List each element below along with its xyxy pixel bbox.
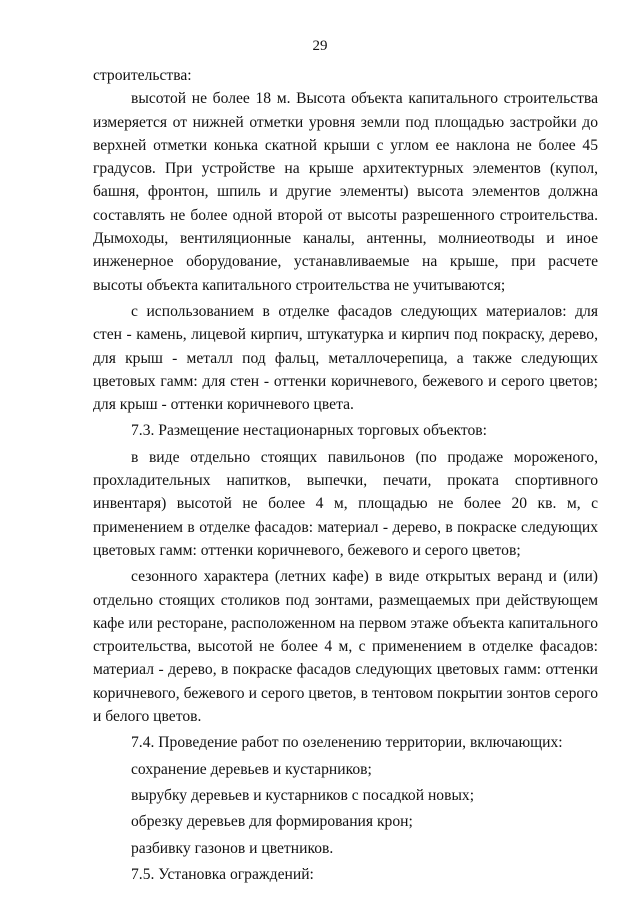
section-heading-7-5: 7.5. Установка ограждений: <box>131 865 314 883</box>
paragraph-pavilions: в виде отдельно стоящих павильонов (по продаже мороженого, прохладительных напитков, выпечки, печати, проката спортивного инвентаря) высотой не более 4 м, площадью не более 20 кв. м, с применением в отделке фасадов: материал - дерево, в покраске следующих цветовых гамм: оттенки коричневого, бежевого и серого цветов; <box>93 448 598 559</box>
list-item-cut-and-replant: вырубку деревьев и кустарников с посадкой новых; <box>131 786 475 804</box>
section-heading-7-4: 7.4. Проведение работ по озеленению территории, включающих: <box>131 734 563 752</box>
paragraph-continuation: строительства: <box>93 67 192 84</box>
list-item-lawns-flowerbeds: разбивку газонов и цветников. <box>131 839 334 857</box>
paragraph-seasonal-cafes: сезонного характера (летних кафе) в виде открытых веранд и (или) отдельно стоящих столиков под зонтами, размещаемых при действующем кафе или ресторане, расположенном на первом этаже объекта капитального строительства, высотой не более 4 м, с применением в отделке фасадов: материал - дерево, в покраске фасадов следующих цветовых гамм: оттенки коричневого, бежевого и серого цветов, в тентовом покрытии зонтов серого и белого цветов. <box>93 568 598 726</box>
list-item-crown-pruning: обрезку деревьев для формирования крон; <box>131 813 413 831</box>
paragraph-height-requirements: высотой не более 18 м. Высота объекта капитального строительства измеряется от нижней отметки уровня земли под площадью застройки до верхней отметки конька скатной крыши с углом ее наклона не более 45 градусов. При устройстве на крыше архитектурных элементов (купол, башня, фронтон, шпиль и другие элементы) высота элементов должна составлять не более одной второй от высоты разрешенного строительства. Дымоходы, вентиляционные каналы, антенны, молниеотводы и иное инженерное оборудование, устанавливаемые на крыше, при расчете высоты объекта капитального строительства не учитываются; <box>93 90 598 294</box>
paragraph-facade-materials: с использованием в отделке фасадов следующих материалов: для стен - камень, лицевой кирпич, штукатурка и кирпич под покраску, дерево, для крыш - металл под фальц, металлочерепица, а также следующих цветовых гамм: для стен - оттенки коричневого, бежевого и серого цветов; для крыш - оттенки коричневого цвета. <box>93 302 598 414</box>
list-item-preserve-trees: сохранение деревьев и кустарников; <box>131 760 372 778</box>
document-body <box>93 64 598 886</box>
section-heading-7-3: 7.3. Размещение нестационарных торговых объектов: <box>131 422 487 440</box>
page-number: 29 <box>312 38 328 54</box>
